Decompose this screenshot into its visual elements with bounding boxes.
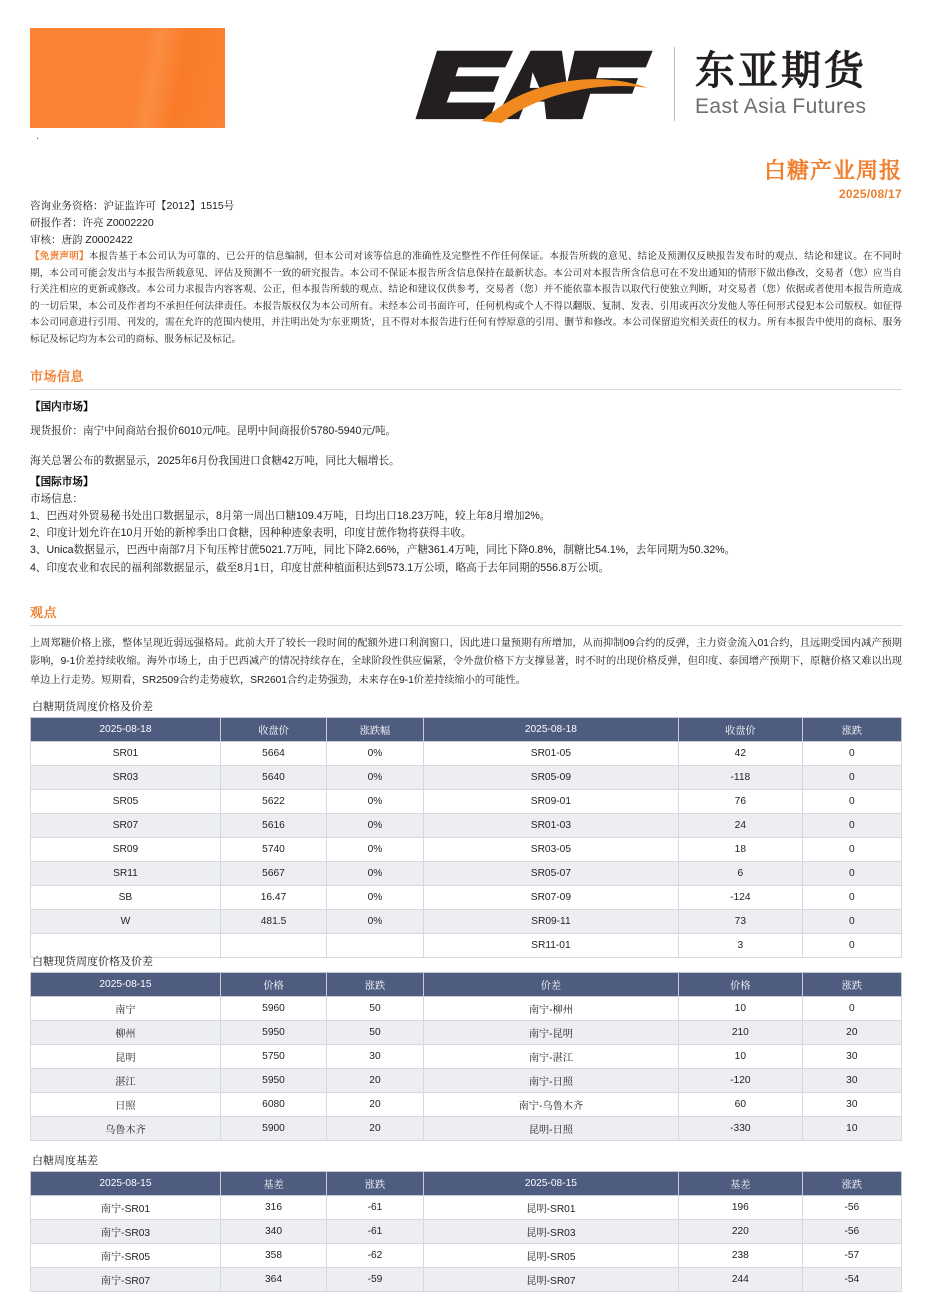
table-cell: SR01-03 <box>423 814 678 838</box>
table-cell: 南宁-湛江 <box>423 1045 678 1069</box>
international-line-3: 4、印度农业和农民的福利部数据显示，截至8月1日，印度甘蔗种植面积达到573.1万公顷，略高于去年同期的556.8万公顷。 <box>30 561 610 574</box>
col-header: 2025-08-15 <box>423 1172 678 1196</box>
table-cell: -62 <box>327 1244 424 1268</box>
table-cell: SR01-05 <box>423 742 678 766</box>
table-cell: 6 <box>679 862 803 886</box>
table-caption: 白糖周度基差 <box>32 1155 98 1167</box>
table-cell: 5667 <box>220 862 326 886</box>
table-cell: 481.5 <box>220 910 326 934</box>
table-cell: 5750 <box>220 1045 326 1069</box>
table-row <box>31 886 902 910</box>
table-header-row <box>31 973 902 997</box>
futures-price-table-block <box>30 698 902 958</box>
table-cell: 0 <box>802 790 901 814</box>
meta-author: 研报作者：许亮 Z0002220 <box>30 217 154 229</box>
page-header <box>0 0 930 150</box>
col-header: 涨跌 <box>327 973 424 997</box>
table-cell: 5960 <box>220 997 326 1021</box>
col-header: 2025-08-18 <box>31 718 221 742</box>
table-row <box>31 1045 902 1069</box>
table-cell: 昆明 <box>31 1045 221 1069</box>
international-line-1: 2、印度计划允许在10月开始的新榨季出口食糖，因种种迹象表明，印度甘蔗作物将获得丰收。 <box>30 527 472 540</box>
table-cell: 0 <box>802 742 901 766</box>
eaf-logo-icon <box>415 43 660 125</box>
document-title-block <box>764 160 902 201</box>
disclaimer-text: 本报告基于本公司认为可靠的、已公开的信息编制，但本公司对该等信息的准确性及完整性不作任何保证。本报告所载的意见、结论及预测仅反映报告发布时的观点、结论和建议。在不同时期，本公司可能会发出与本报告所载意见、评估及预测不一致的研究报告。本公司不保证本报告所含信息保持在最新状态。本公司对本报告所含信息可在不发出通知的情形下做出修改，交易者（您）应当自行关注相应的更新或修改。本公司力求报告内容客观、公正，但本报告所载的观点、结论和建议仅供参考，交易者（您）并不能依靠本报告以取代行使独立判断，对交易者（您）依据或者使用本报告所造成的一切后果，本公司及作者均不承担任何法律责任。本报告版权仅为本公司所有。未经本公司书面许可，任何机构或个人不得以翻版、复制、发表、引用或再次分发他人等任何形式侵犯本公司版权。如征得本公司同意进行引用、刊发的，需在允许的范围内使用，并注明出处为'东亚期货'，且不得对本报告进行任何有悖原意的引用、删节和修改。本公司保留追究相关责任的权力。所有本报告中使用的商标、服务标记及标记均为本公司的商标、服务标记及标记。 <box>30 251 903 345</box>
section-divider <box>30 625 902 626</box>
table-cell: 76 <box>679 790 803 814</box>
table-cell: 18 <box>679 838 803 862</box>
table-cell: 5616 <box>220 814 326 838</box>
table-cell: 0 <box>802 766 901 790</box>
table-cell: 5950 <box>220 1069 326 1093</box>
table-cell: 50 <box>327 997 424 1021</box>
table-cell: 3 <box>679 934 803 958</box>
table-cell: 昆明-日照 <box>423 1117 678 1141</box>
futures-price-table <box>30 717 902 958</box>
table-cell: 358 <box>220 1244 326 1268</box>
international-line-2: 3、Unica数据显示，巴西中南部7月下旬压榨甘蔗5021.7万吨，同比下降2.66%，产糖361.4万吨，同比下降0.8%，制糖比54.1%，去年同期为50.32%。 <box>30 544 736 557</box>
table-cell: -118 <box>679 766 803 790</box>
table-body <box>31 742 902 958</box>
table-cell: 0 <box>802 862 901 886</box>
table-cell: SR09-01 <box>423 790 678 814</box>
logo-divider <box>674 47 675 121</box>
market-info-section <box>30 366 902 471</box>
table-cell: SR03 <box>31 766 221 790</box>
table-row <box>31 862 902 886</box>
table-row <box>31 1220 902 1244</box>
table-cell: -61 <box>327 1220 424 1244</box>
col-header: 价差 <box>423 973 678 997</box>
table-cell: 316 <box>220 1196 326 1220</box>
table-row <box>31 997 902 1021</box>
table-cell: 0% <box>327 910 424 934</box>
company-logo <box>415 38 867 130</box>
domestic-line-0: 现货报价：南宁中间商站台报价6010元/吨。昆明中间商报价5780-5940元/吨。 <box>30 425 397 437</box>
table-cell: 南宁-SR01 <box>31 1196 221 1220</box>
table-cell: -120 <box>679 1069 803 1093</box>
table-row <box>31 1244 902 1268</box>
table-cell: -56 <box>802 1196 901 1220</box>
table-cell: 196 <box>679 1196 803 1220</box>
table-cell: 5900 <box>220 1117 326 1141</box>
table-cell: 220 <box>679 1220 803 1244</box>
table-cell: 昆明-SR07 <box>423 1268 678 1292</box>
table-cell: 昆明-SR03 <box>423 1220 678 1244</box>
spot-price-table-block <box>30 953 902 1141</box>
table-cell: SR07-09 <box>423 886 678 910</box>
table-cell: SR01 <box>31 742 221 766</box>
table-row <box>31 1093 902 1117</box>
table-cell: 0 <box>802 910 901 934</box>
table-cell: 日照 <box>31 1093 221 1117</box>
table-cell: SR07 <box>31 814 221 838</box>
domestic-line-1: 海关总署公布的数据显示，2025年6月份我国进口食糖42万吨，同比大幅增长。 <box>30 454 400 467</box>
table-caption: 白糖期货周度价格及价差 <box>32 701 153 713</box>
international-market-heading: 【国际市场】 <box>30 476 94 488</box>
table-cell: 5664 <box>220 742 326 766</box>
table-row <box>31 910 902 934</box>
table-cell: -124 <box>679 886 803 910</box>
table-cell: 5622 <box>220 790 326 814</box>
table-cell: 0 <box>802 886 901 910</box>
table-cell: 50 <box>327 1021 424 1045</box>
table-cell: 30 <box>327 1045 424 1069</box>
table-cell: SR11-01 <box>423 934 678 958</box>
table-cell: 5740 <box>220 838 326 862</box>
table-cell: 30 <box>802 1069 901 1093</box>
col-header: 基差 <box>220 1172 326 1196</box>
table-row <box>31 1196 902 1220</box>
table-cell: 南宁-SR03 <box>31 1220 221 1244</box>
table-body <box>31 997 902 1141</box>
col-header: 2025-08-15 <box>31 973 221 997</box>
table-cell: SR11 <box>31 862 221 886</box>
col-header: 涨跌幅 <box>327 718 424 742</box>
table-header-row <box>31 718 902 742</box>
table-cell: 20 <box>802 1021 901 1045</box>
meta-reviewer: 审核：唐韵 Z0002422 <box>30 234 133 246</box>
table-cell: 16.47 <box>220 886 326 910</box>
table-cell: -61 <box>327 1196 424 1220</box>
market-info-title: 市场信息 <box>30 369 85 384</box>
table-cell: SR09 <box>31 838 221 862</box>
table-cell: 0% <box>327 862 424 886</box>
table-cell: 244 <box>679 1268 803 1292</box>
table-cell: 南宁-乌鲁木齐 <box>423 1093 678 1117</box>
table-cell: 0 <box>802 838 901 862</box>
table-cell: 20 <box>327 1117 424 1141</box>
table-cell: 24 <box>679 814 803 838</box>
table-cell: SB <box>31 886 221 910</box>
table-row <box>31 1268 902 1292</box>
table-header-row <box>31 1172 902 1196</box>
table-cell: 0 <box>802 814 901 838</box>
table-row <box>31 1021 902 1045</box>
table-cell: -56 <box>802 1220 901 1244</box>
spot-price-table <box>30 972 902 1141</box>
col-header: 2025-08-15 <box>31 1172 221 1196</box>
table-row <box>31 1117 902 1141</box>
orange-banner-block <box>30 28 225 128</box>
table-cell: 0% <box>327 814 424 838</box>
viewpoint-text: 上周郑糖价格上涨，整体呈现近弱远强格局。此前大开了较长一段时间的配额外进口利润窗口，因此进口量预期有所增加，从而抑制09合约的反弹，主力资金流入01合约，且远期受国内减产预期影响，9-1价差持续收缩。海外市场上，由于巴西减产的情况持续存在，全球阶段性供应偏紧，令外盘价格下方支撑显著，时不时的出现价格反弹，但印度、泰国增产预期下，原糖价格又难以出现单边上行走势。短期看，SR2509合约走势疲软，SR2601合约走势强劲，未来存在9-1价差持续缩小的可能性。 <box>30 638 902 686</box>
table-cell: 0% <box>327 838 424 862</box>
table-cell: 30 <box>802 1093 901 1117</box>
disclaimer-tag: 【免责声明】 <box>30 251 89 262</box>
domestic-market-heading: 【国内市场】 <box>30 401 94 413</box>
table-cell: 南宁-日照 <box>423 1069 678 1093</box>
table-cell: -59 <box>327 1268 424 1292</box>
viewpoint-section <box>30 602 902 690</box>
col-header: 涨跌 <box>802 1172 901 1196</box>
page-title: 白糖产业周报 <box>763 159 902 184</box>
table-cell: 5950 <box>220 1021 326 1045</box>
table-row <box>31 814 902 838</box>
table-row <box>31 838 902 862</box>
table-body <box>31 1196 902 1292</box>
table-cell: 10 <box>679 1045 803 1069</box>
table-cell: 20 <box>327 1093 424 1117</box>
table-cell: -57 <box>802 1244 901 1268</box>
table-cell: SR09-11 <box>423 910 678 934</box>
viewpoint-title: 观点 <box>30 605 58 620</box>
table-cell: W <box>31 910 221 934</box>
table-cell: SR05-07 <box>423 862 678 886</box>
table-cell: 0% <box>327 886 424 910</box>
table-cell: 364 <box>220 1268 326 1292</box>
table-cell: 柳州 <box>31 1021 221 1045</box>
table-cell: -54 <box>802 1268 901 1292</box>
table-cell: 238 <box>679 1244 803 1268</box>
basis-table <box>30 1171 902 1292</box>
table-caption: 白糖现货周度价格及价差 <box>32 956 153 968</box>
logo-chinese-name: 东亚期货 <box>695 47 867 94</box>
table-cell: 0 <box>802 934 901 958</box>
table-cell: 210 <box>679 1021 803 1045</box>
col-header: 涨跌 <box>802 973 901 997</box>
col-header: 收盘价 <box>220 718 326 742</box>
international-line-0: 1、巴西对外贸易秘书处出口数据显示，8月第一周出口糖109.4万吨，日均出口18.23万吨，较上年8月增加2%。 <box>30 510 551 523</box>
table-cell: 0 <box>802 997 901 1021</box>
table-cell: -330 <box>679 1117 803 1141</box>
table-cell: 南宁 <box>31 997 221 1021</box>
col-header: 涨跌 <box>802 718 901 742</box>
meta-qualification: 咨询业务资格：沪证监许可【2012】1515号 <box>30 200 235 212</box>
table-row <box>31 766 902 790</box>
table-cell: 南宁-昆明 <box>423 1021 678 1045</box>
col-header: 涨跌 <box>327 1172 424 1196</box>
table-cell: 42 <box>679 742 803 766</box>
col-header: 价格 <box>679 973 803 997</box>
table-cell: 南宁-SR05 <box>31 1244 221 1268</box>
basis-table-block <box>30 1152 902 1292</box>
table-cell: 30 <box>802 1045 901 1069</box>
international-subhead: 市场信息： <box>30 493 83 505</box>
table-row <box>31 790 902 814</box>
table-cell: 0% <box>327 790 424 814</box>
disclaimer-block <box>30 249 902 348</box>
table-cell: 乌鲁木齐 <box>31 1117 221 1141</box>
table-cell: 南宁-SR07 <box>31 1268 221 1292</box>
table-cell: 10 <box>802 1117 901 1141</box>
table-cell: 20 <box>327 1069 424 1093</box>
stray-mark: . <box>36 130 40 142</box>
section-divider <box>30 389 902 390</box>
table-cell: SR05-09 <box>423 766 678 790</box>
table-cell: 340 <box>220 1220 326 1244</box>
table-cell: 昆明-SR05 <box>423 1244 678 1268</box>
table-row <box>31 742 902 766</box>
logo-english-name: East Asia Futures <box>695 94 867 118</box>
international-market-section <box>30 474 902 577</box>
table-cell: 0% <box>327 742 424 766</box>
table-row <box>31 1069 902 1093</box>
table-cell: 60 <box>679 1093 803 1117</box>
table-cell: SR03-05 <box>423 838 678 862</box>
table-cell: 5640 <box>220 766 326 790</box>
report-date: 2025/08/17 <box>838 187 902 202</box>
report-meta <box>30 198 234 249</box>
table-cell: 6080 <box>220 1093 326 1117</box>
table-cell: 10 <box>679 997 803 1021</box>
col-header: 收盘价 <box>679 718 803 742</box>
table-cell: 湛江 <box>31 1069 221 1093</box>
col-header: 2025-08-18 <box>423 718 678 742</box>
col-header: 价格 <box>220 973 326 997</box>
col-header: 基差 <box>679 1172 803 1196</box>
table-cell: 73 <box>679 910 803 934</box>
table-cell: 昆明-SR01 <box>423 1196 678 1220</box>
table-cell: 0% <box>327 766 424 790</box>
table-cell: 南宁-柳州 <box>423 997 678 1021</box>
table-cell: SR05 <box>31 790 221 814</box>
